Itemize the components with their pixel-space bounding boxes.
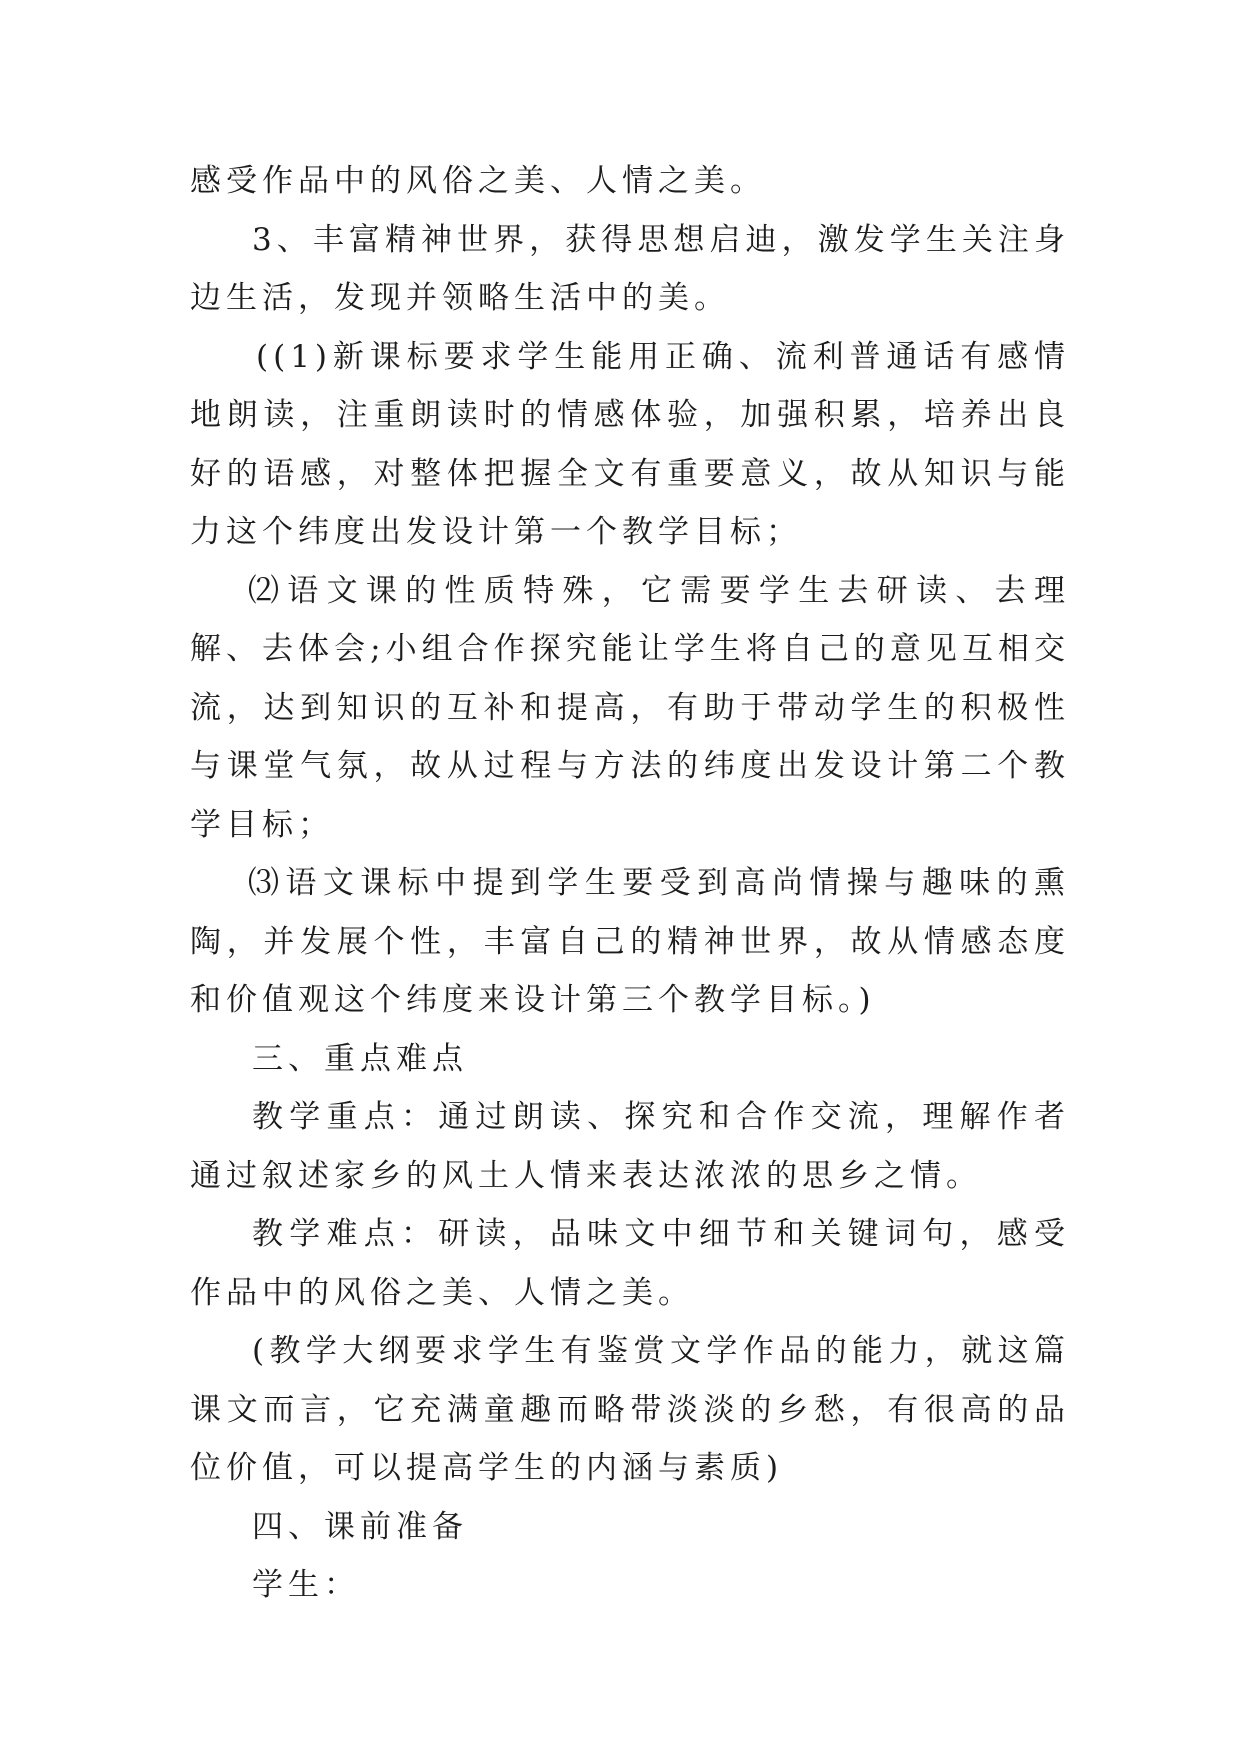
paragraph-teaching-difficulty: 教学难点：研读，品味文中细节和关键词句，感受作品中的风俗之美、人情之美。 <box>190 1216 1070 1311</box>
paragraph-continuation: 感受作品中的风俗之美、人情之美。 <box>190 163 766 199</box>
paragraph-note-2: ⑵语文课的性质特殊，它需要学生去研读、去理解、去体会;小组合作探究能让学生将自己的意见互相交流，达到知识的互补和提高，有助于带动学生的积极性与课堂气氛，故从过程与方法的纬度出发设计第二个教学目标； <box>190 572 1070 843</box>
section-heading-key-points: 三、重点难点 <box>252 1040 468 1077</box>
paragraph-objective-3: 3、丰富精神世界，获得思想启迪，激发学生关注身边生活，发现并领略生活中的美。 <box>190 221 1070 316</box>
paragraph-students: 学生： <box>252 1567 360 1603</box>
paragraph-note-1: ((1)新课标要求学生能用正确、流利普通话有感情地朗读，注重朗读时的情感体验，加强积累，培养出良好的语感，对整体把握全文有重要意义，故从知识与能力这个纬度出发设计第一个教学目标； <box>190 338 1070 550</box>
paragraph-teaching-focus: 教学重点：通过朗读、探究和合作交流，理解作者通过叙述家乡的风土人情来表达浓浓的思乡之情。 <box>190 1099 1070 1194</box>
paragraph-note-3: ⑶语文课标中提到学生要受到高尚情操与趣味的熏陶，并发展个性，丰富自己的精神世界，故从情感态度和价值观这个纬度来设计第三个教学目标。) <box>190 865 1070 1018</box>
section-heading-preparation: 四、课前准备 <box>252 1508 468 1545</box>
paragraph-syllabus-note: (教学大纲要求学生有鉴赏文学作品的能力，就这篇课文而言，它充满童趣而略带淡淡的乡愁，有很高的品位价值，可以提高学生的内涵与素质) <box>190 1333 1070 1486</box>
document-body <box>190 152 1070 1615</box>
